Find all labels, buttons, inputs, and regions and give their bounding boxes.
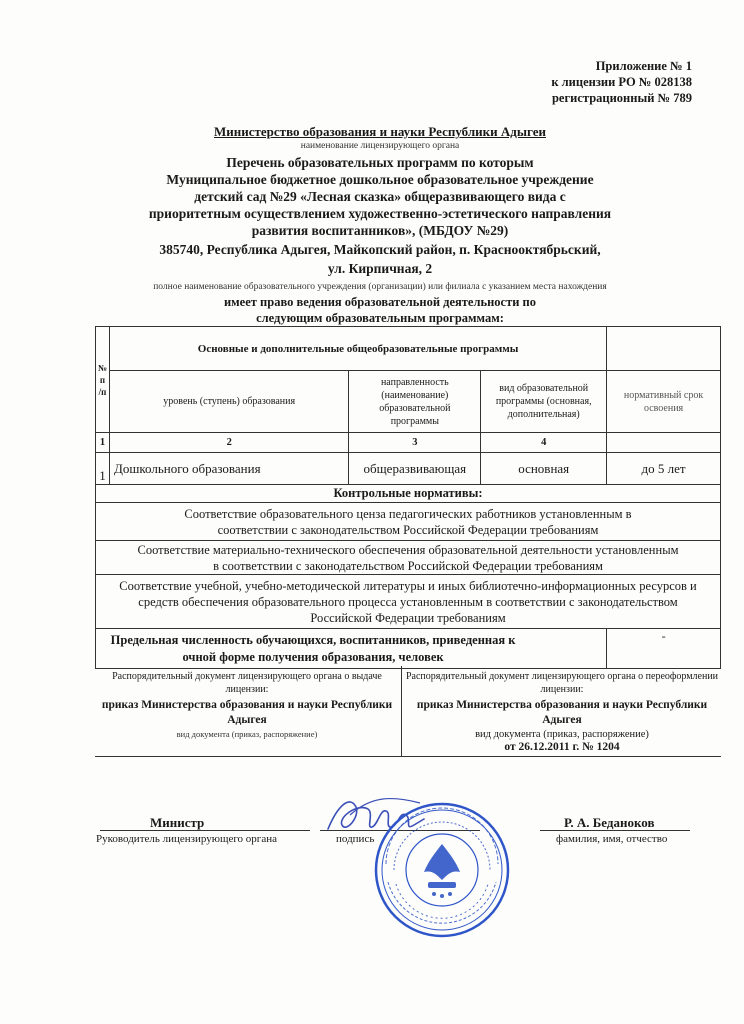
title-right-1: имеет право ведения образовательной деятельности по [223,295,537,309]
signer-name: Р. А. Беданоков [564,815,655,830]
col-level-header: уровень (ступень) образования [109,371,348,433]
row-level: Дошкольного образования [109,453,348,485]
control-norms-header: Контрольные нормативы: [96,485,721,503]
official-seal [372,800,512,940]
decree-issue-doc: приказ Министерства образования и науки Республики Адыгея [101,699,393,726]
norm-material: Соответствие материально-технического обеспечения образовательной деятельности установленным в соответствии с законодательством Российской Федерации требованиям [96,541,721,575]
row-number: 1 [96,453,110,485]
title-line-4: приоритетным осуществлением художественно-эстетического направления [148,206,612,221]
title-line-2: Муниципальное бюджетное дошкольное образовательное учреждение [166,172,594,187]
decree-issue [95,670,399,741]
decree-reissue-doc: приказ Министерства образования и науки Республики Адыгея [416,699,708,726]
decree-reissue [403,670,721,754]
signer-position-caption: Руководитель лицензирующего органа [96,833,277,845]
table-row [96,453,721,485]
index-cell-2: 2 [109,433,348,453]
limit-label: Предельная численность обучающихся, воспитанников, приведенная к очной форме получения образования, человек [96,629,607,669]
title-caption: полное наименование образовательного учреждения (организации) или филиала с указанием места нахождения [153,282,607,292]
signer-name-caption: фамилия, имя, отчество [556,833,668,845]
col-term-header: нормативный срок освоения [607,371,721,433]
title-line-1: Перечень образовательных программ по которым [226,155,534,170]
limit-value: - [607,629,721,669]
license-number: к лицензии РО № 028138 [551,75,692,89]
index-cell-1: 1 [96,433,110,453]
col-direction-header: направленность (наименование) образовательной программы [349,371,481,433]
index-cell-4: 4 [481,433,607,453]
title-line-6: 385740, Республика Адыгея, Майкопский район, п. Краснооктябрьский, [159,242,601,257]
title-right-2: следующим образовательным программам: [256,311,504,325]
signature-caption: подпись [336,833,375,845]
decree-divider [401,666,402,756]
row-type: основная [481,453,607,485]
authority-caption: наименование лицензирующего органа [300,141,460,151]
row-direction: общеразвивающая [349,453,481,485]
group-header: Основные и дополнительные общеобразовательные программы [109,327,606,371]
norm-pedagogical: Соответствие образовательного ценза педагогических работников установленным в соответствии с законодательством Российской Федерации требованиям [96,503,721,541]
decree-issue-caption: Распорядительный документ лицензирующего органа о выдаче лицензии: [112,671,382,695]
col-number-header: № п /п [96,327,110,433]
title-line-7: ул. Кирпичная, 2 [327,261,433,276]
decree-reissue-caption: Распорядительный документ лицензирующего органа о переоформлении лицензии: [405,671,719,695]
programs-table [95,326,721,669]
title-line-5: развития воспитанников», (МБДОУ №29) [251,223,509,238]
title-line-3: детский сад №29 «Лесная сказка» общеразвивающего вида с [194,189,566,204]
decree-reissue-type: вид документа (приказ, распоряжение) [475,729,649,740]
signer-position: Министр [150,815,205,830]
decree-issue-type: вид документа (приказ, распоряжение) [176,729,318,739]
appendix-number: Приложение № 1 [595,59,692,73]
col-type-header: вид образовательной программы (основная, дополнительная) [481,371,607,433]
index-cell-3: 3 [349,433,481,453]
decree-reissue-date: от 26.12.2011 г. № 1204 [504,741,620,753]
decrees-block [95,666,721,756]
appendix-block [432,58,692,106]
norm-literature: Соответствие учебной, учебно-методической литературы и иных библиотечно-информационных ресурсов и средств обеспечения образовательного процесса установленным в соответствии с законодательством Российской Федерации требованиям [96,575,721,629]
registration-number: регистрационный № 789 [551,91,692,105]
authority-name: Министерство образования и науки Республики Адыгеи [214,124,546,139]
row-term: до 5 лет [607,453,721,485]
